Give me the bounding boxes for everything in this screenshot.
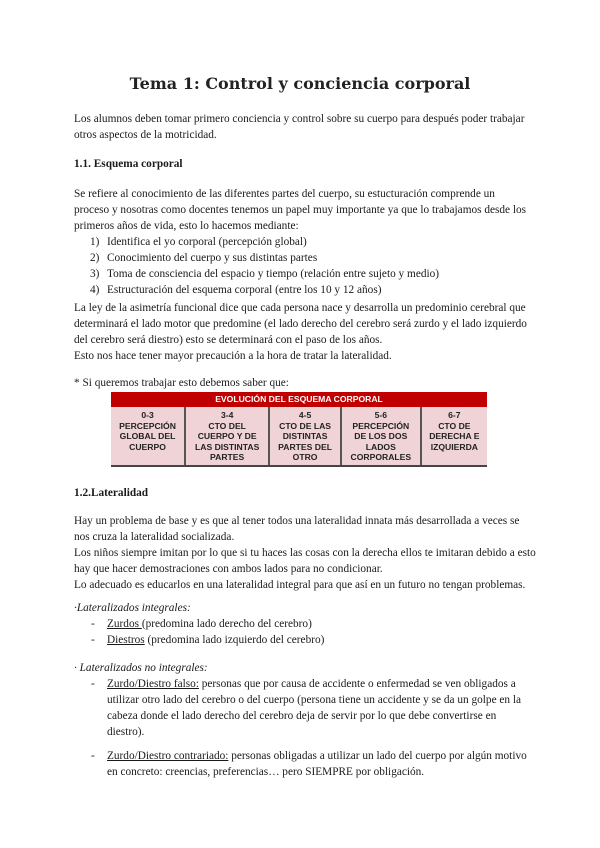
paragraph-line: Lo adecuado es educarlos en una lateralidad integral para que así en un futuro no tengan problemas. <box>74 579 526 591</box>
evolution-table <box>111 392 487 467</box>
list-item-line: en concreto: creencias, preferencias… pero SIEMPRE por obligación. <box>107 766 425 778</box>
list-item: Estructuración del esquema corporal (entre los 10 y 12 años) <box>107 284 382 296</box>
paragraph-line: proceso y nosotras como docentes tenemos un papel muy importante ya que lo trabajamos desde los <box>74 204 527 216</box>
intro-line: Los alumnos deben tomar primero conciencia y control sobre su cuerpo para después poder trabajar <box>74 113 525 125</box>
intro-line: otros aspectos de la motricidad. <box>74 129 217 141</box>
table-cell: 0-3 PERCEPCIÓN GLOBAL DEL CUERPO <box>111 407 185 466</box>
subheading-no-integrales: · Lateralizados no integrales: <box>74 662 208 674</box>
list-item: Conocimiento del cuerpo y sus distintas partes <box>107 252 318 264</box>
list-item: Toma de consciencia del espacio y tiempo (relación entre sujeto y medio) <box>107 268 440 280</box>
page-title: Tema 1: Control y conciencia corporal <box>129 74 471 93</box>
dash-bullet: - <box>91 750 95 762</box>
list-item-line: cabeza donde el lado derecho del cerebro deja de servir por lo que debe convertirse en <box>107 710 497 722</box>
list-item-line: diestro). <box>107 726 145 738</box>
table-cell: 5-6 PERCEPCIÓN DE LOS DOS LADOS CORPORALES <box>341 407 421 466</box>
dash-bullet: - <box>91 618 95 630</box>
table-header: EVOLUCIÓN DEL ESQUEMA CORPORAL <box>111 392 487 407</box>
list-item: Zurdos (predomina lado derecho del cerebro) <box>107 618 312 630</box>
list-number: 1) <box>90 236 100 248</box>
paragraph-line: La ley de la asimetría funcional dice que cada persona nace y desarrolla un predominio cerebral que <box>74 302 526 314</box>
paragraph-line: Se refiere al conocimiento de las diferentes partes del cuerpo, su estucturación comprende un <box>74 188 495 200</box>
list-number: 4) <box>90 284 100 296</box>
paragraph-line: nos cruza la lateralidad socializada. <box>74 531 235 543</box>
list-item: Diestros (predomina lado izquierdo del cerebro) <box>107 634 325 646</box>
paragraph-line: hay que hacer demostraciones con ambos lados para no condicionar. <box>74 563 383 575</box>
dash-bullet: - <box>91 678 95 690</box>
section-heading-lateralidad: 1.2.Lateralidad <box>74 487 149 499</box>
paragraph-line: Esto nos hace tener mayor precaución a la hora de tratar la lateralidad. <box>74 350 392 362</box>
table-row <box>111 407 487 466</box>
subheading-integrales: ·Lateralizados integrales: <box>74 602 191 614</box>
dash-bullet: - <box>91 634 95 646</box>
paragraph-line: determinará el lado motor que predomine (el lado derecho del cerebro será zurdo y el lado izquierdo <box>74 318 527 330</box>
note-line: * Si queremos trabajar esto debemos saber que: <box>74 377 289 389</box>
list-number: 3) <box>90 268 100 280</box>
list-item: Zurdo/Diestro contrariado: personas obligadas a utilizar un lado del cuerpo por algún motivo <box>107 750 527 762</box>
list-item-line: utilizar otro lado del cerebro o del cuerpo (persona tiene un accidente y se da un golpe en la <box>107 694 522 706</box>
table-cell: 3-4 CTO DEL CUERPO Y DE LAS DISTINTAS PARTES <box>185 407 269 466</box>
paragraph-line: del cerebro será diestro) esto se determinará con el paso de los años. <box>74 334 383 346</box>
section-heading-esquema: 1.1. Esquema corporal <box>74 158 183 170</box>
list-item: Identifica el yo corporal (percepción global) <box>107 236 307 248</box>
table-cell: 6-7 CTO DE DERECHA E IZQUIERDA <box>421 407 487 466</box>
list-number: 2) <box>90 252 100 264</box>
paragraph-line: Los niños siempre imitan por lo que si tu haces las cosas con la derecha ellos te imitaran debido a esto <box>74 547 536 559</box>
paragraph-line: primeros años de vida, esto lo hacemos mediante: <box>74 220 299 232</box>
list-item: Zurdo/Diestro falso: personas que por causa de accidente o enfermedad se ven obligados a <box>107 678 516 690</box>
paragraph-line: Hay un problema de base y es que al tener todos una lateralidad innata más desarrollada a veces se <box>74 515 520 527</box>
table-cell: 4-5 CTO DE LAS DISTINTAS PARTES DEL OTRO <box>269 407 341 466</box>
